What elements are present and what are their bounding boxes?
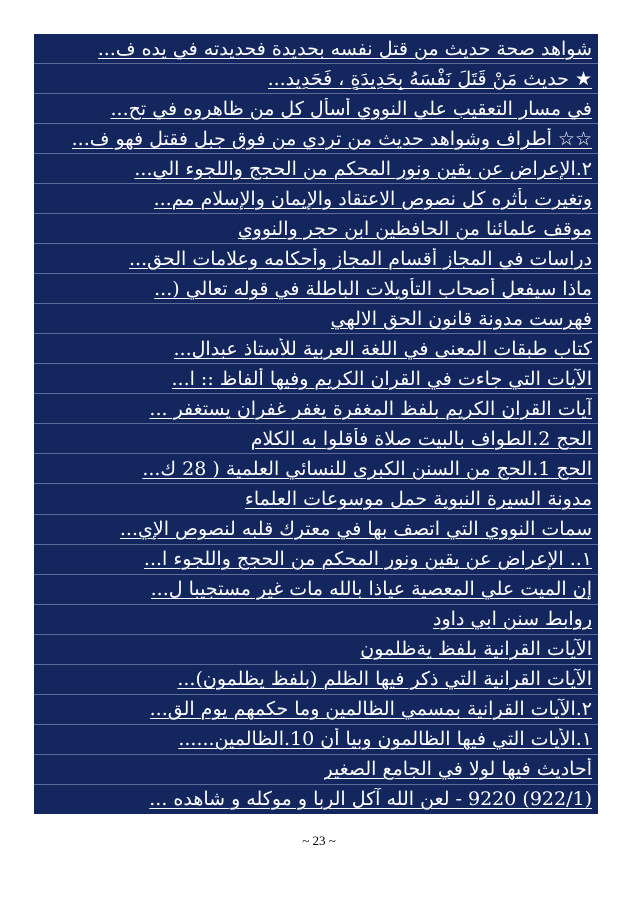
- list-item: [34, 394, 598, 424]
- post-link[interactable]: ★ حديث مَنْ قَتَلَ نَفْسَهُ بِحَدِيدَةٍ ، فَحَدِيد...: [267, 67, 592, 90]
- list-item: [34, 424, 598, 454]
- post-link[interactable]: ٢.الإعراض عن يقين ونور المحكم من الحجج واللجوء الي...: [134, 157, 592, 180]
- list-item: [34, 785, 598, 814]
- link-list: [34, 34, 598, 814]
- list-item: [34, 545, 598, 575]
- list-item: [34, 605, 598, 635]
- post-link[interactable]: وتغيرت بأثره كل نصوص الاعتقاد والإيمان والإسلام مم...: [153, 187, 592, 210]
- post-link[interactable]: الآيات التي جاءت في القران الكريم وفيها ألفاظ :: ا...: [171, 367, 592, 390]
- post-link[interactable]: موقف علمائنا من الحافظين ابن حجر والنووي: [237, 217, 592, 240]
- post-link[interactable]: آيات القران الكريم بلفظ المغفرة يغفر غفران يستغفر ...: [149, 397, 592, 420]
- post-link[interactable]: فهرست مدونة قانون الحق الالهي: [330, 307, 592, 330]
- post-link[interactable]: ٢.الآيات القرانية بمسمي الظالمين وما حكمهم يوم الق...: [149, 698, 592, 721]
- list-item: [34, 484, 598, 514]
- list-item: [34, 635, 598, 665]
- post-link[interactable]: إن الميت علي المعصية عياذا بالله مات غير مستجيبا ل...: [150, 578, 592, 601]
- list-item: [34, 695, 598, 725]
- post-link[interactable]: الحج 1.الحج من السنن الكبرى للنسائي العلمية ( 28 ك...: [142, 457, 592, 480]
- post-link[interactable]: (922/1) 9220 - لعن الله آكل الربا و موكله و شاهده ...: [149, 788, 592, 811]
- post-link[interactable]: أحاديث فيها لولا في الجامع الصغير: [323, 758, 592, 781]
- list-item: [34, 364, 598, 394]
- list-item: [34, 575, 598, 605]
- post-link[interactable]: كتاب طبقات المعنى في اللغة العربية للأستاذ عبدال...: [173, 337, 592, 360]
- post-link[interactable]: مدونة السيرة النبوية حمل موسوعات العلماء: [244, 487, 592, 510]
- post-link[interactable]: في مسار التعقيب علي النووي أسأل كل من ظاهروه في تح...: [110, 97, 592, 120]
- list-item: [34, 64, 598, 94]
- list-item: [34, 334, 598, 364]
- list-item: [34, 755, 598, 785]
- list-item: [34, 304, 598, 334]
- page-number: ~ 23 ~: [302, 833, 336, 848]
- list-item: [34, 454, 598, 484]
- list-item: [34, 274, 598, 304]
- post-link[interactable]: سمات النووي التي اتصف بها في معترك قلبه لنصوص الإي...: [119, 518, 592, 541]
- list-item: [34, 34, 598, 64]
- post-link[interactable]: ١.الأيات التي فيها الظالمون وبيا أن 10.الظالمين......: [178, 728, 592, 751]
- list-item: [34, 154, 598, 184]
- post-link[interactable]: ١.. الإعراض عن يقين ونور المحكم من الحجج واللجوء ا...: [143, 548, 592, 571]
- list-item: [34, 184, 598, 214]
- post-link[interactable]: شواهد صحة حديث من قتل نفسه بحديدة فحديدته في يده ف...: [97, 37, 592, 60]
- post-link[interactable]: ماذا سيفعل أصحاب التأويلات الباطلة في قوله تعالي (...: [154, 277, 592, 300]
- list-item: [34, 665, 598, 695]
- post-link[interactable]: روابط سنن ابي داود: [433, 608, 592, 631]
- post-link[interactable]: الحج 2.الطواف بالبيت صلاة فأقلوا به الكلام: [250, 427, 592, 450]
- list-item: [34, 515, 598, 545]
- post-link[interactable]: دراسات في المجاز أقسام المجاز وأحكامه وعلامات الحق...: [129, 247, 592, 270]
- list-item: [34, 94, 598, 124]
- post-link[interactable]: الآيات القرانية بلفظ يةظلمون: [360, 638, 592, 661]
- list-item: [34, 725, 598, 755]
- post-link[interactable]: الآيات القرانية التي ذكر فيها الظلم (بلفظ يظلمون)...: [177, 668, 592, 691]
- list-item: [34, 244, 598, 274]
- post-link[interactable]: ☆☆ أطراف وشواهد حديث من تردي من فوق جبل فقتل فهو ف...: [71, 127, 592, 150]
- list-item: [34, 214, 598, 244]
- list-item: [34, 124, 598, 154]
